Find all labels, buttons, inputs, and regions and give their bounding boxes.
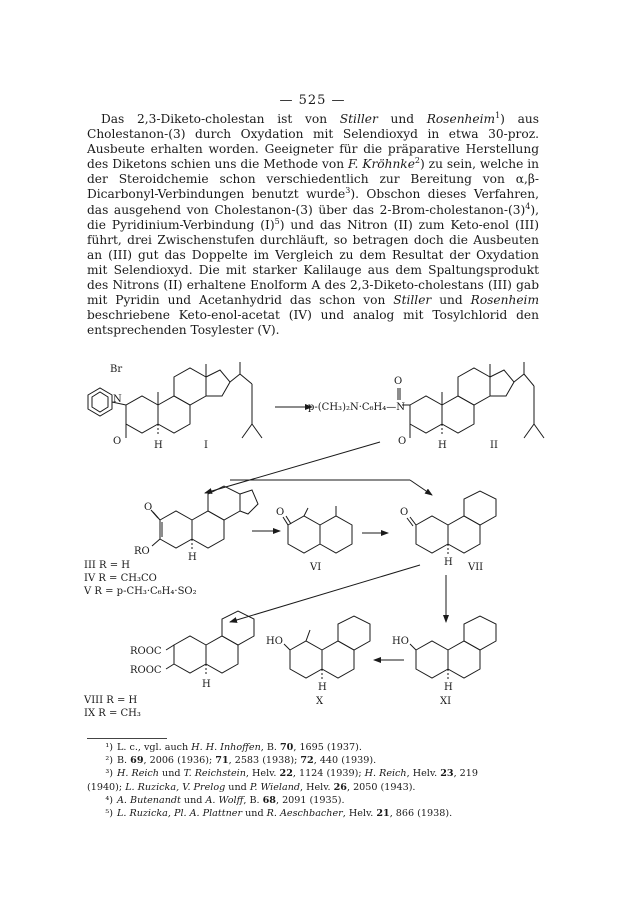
compound-label: VI (310, 562, 322, 573)
text-run: , Helv. (342, 808, 377, 820)
volume: 21 (376, 808, 390, 820)
footnote-number: ⁵) (105, 808, 113, 820)
footnote-ref: 4 (525, 201, 531, 211)
text-run: , 2583 (1938); (228, 755, 301, 767)
text-run: , 1695 (1937). (293, 742, 362, 753)
atom-label: O (394, 376, 403, 387)
reaction-arrow (410, 480, 432, 495)
atom-label: O (398, 436, 407, 447)
author-name: Rosenheim (470, 293, 540, 308)
footnote-number: ³) (105, 768, 113, 780)
text-run: und (180, 794, 206, 806)
atom-label: O (113, 436, 122, 447)
text-run: ) aus Cholestanon-(3) durch Oxydation mit Selendioxyd in etwa 30-proz. Ausbeute erhalten worden. Geeigneter für die präparative Herstellung des Diketons schien uns die Methode von (87, 112, 540, 172)
text-run: , B. (243, 794, 263, 806)
compound-XI-structure (410, 616, 496, 680)
text-run: und (225, 781, 250, 793)
atom-label: H (318, 682, 327, 693)
substituent-legend: VIII R = H (84, 695, 138, 706)
text-run: und (242, 808, 267, 820)
compound-VII-structure (407, 491, 496, 555)
footnote-number: ²) (105, 755, 113, 767)
author-name: A. Butenandt (117, 794, 181, 806)
text-run: , Helv. (245, 768, 280, 780)
text-run: ) und das Nitron (II) zum Keto-enol (III) führt, drei Zwischenstufen durchläuft, so betragen doch die Ausbeuten an (III) gut das Doppelte im Vergleich zu dem Resultat der Oxydation mit Selendioxyd. Die mit starker Kalilauge aus dem Spaltungsprodukt des Nitrons (II) erhaltene Enolform A des 2,3-Diketo-cholestans (III) gab mit Pyridin und Acetanhydrid das schon von (87, 217, 539, 308)
volume: 70 (280, 742, 294, 753)
text-run: , 1124 (1939); (292, 768, 365, 780)
author-name: H. Reich (117, 768, 159, 780)
footnote (87, 754, 539, 767)
paragraph-text (87, 112, 539, 338)
atom-label: HO (266, 636, 283, 647)
author-name: Stiller (393, 293, 432, 308)
author-name: H. Reich (364, 768, 407, 780)
footnote (87, 741, 539, 754)
author-name: R. Aeschbacher (266, 808, 343, 820)
volume: 23 (440, 768, 454, 780)
reaction-scheme-svg (80, 360, 550, 730)
page-number: — 525 — (279, 93, 346, 108)
atom-label: H (188, 552, 197, 563)
compound-VI-structure (283, 506, 352, 553)
footnote-ref: 5 (274, 216, 280, 226)
footnote-number: ¹) (105, 742, 113, 753)
substituent-legend: III R = H (84, 560, 131, 571)
compound-label: II (490, 440, 498, 451)
text-run: L. c., vgl. auch (117, 742, 192, 753)
text-run: und (377, 112, 427, 126)
atom-label: H (438, 440, 447, 451)
footnote-separator (87, 738, 167, 739)
text-run: ), die Pyridinium-Verbindung (I) (87, 202, 539, 232)
reaction-arrow (205, 442, 380, 493)
compound-VIII-structure (166, 611, 254, 676)
text-run: , 866 (1938). (389, 808, 453, 820)
footnote-continuation (87, 781, 539, 794)
compound-label: XI (440, 696, 452, 707)
text-run: und (159, 768, 184, 780)
author-name: A. Wolff (205, 794, 244, 806)
compound-label: VII (468, 562, 484, 573)
text-run: B. (117, 755, 131, 767)
atom-label: Br (110, 364, 123, 375)
text-run: , 2006 (1936); (143, 755, 216, 767)
compound-III-structure (151, 486, 258, 550)
text-run: , 2091 (1935). (275, 794, 345, 806)
author-name: L. Ruzicka, Pl. A. Plattner (117, 808, 243, 820)
compound-label: I (204, 440, 208, 451)
text-run: , Helv. (406, 768, 441, 780)
volume: 72 (300, 755, 314, 767)
footnote-number: ⁴) (105, 794, 113, 806)
footnote-ref: 1 (495, 110, 501, 120)
atom-label: ROOC (130, 646, 162, 657)
author-name: Stiller (339, 112, 378, 126)
atom-label: H (444, 682, 453, 693)
text-run: , Helv. (300, 781, 334, 793)
compound-label: X (316, 696, 324, 707)
text-run: , 219 (453, 768, 478, 780)
atom-label: O (144, 502, 153, 513)
volume: 69 (130, 755, 144, 767)
atom-label: O (276, 507, 285, 518)
reagent-label: p-(CH₃)₂N·C₆H₄—N (308, 402, 406, 413)
footnote (87, 794, 539, 807)
main-paragraph (87, 112, 539, 338)
text-run: , B. (260, 742, 280, 753)
atom-label: N (113, 394, 122, 405)
author-name: Rosenheim (426, 112, 496, 126)
author-name: P. Wieland (249, 781, 301, 793)
footnote-ref: 3 (345, 186, 351, 196)
text-run: beschriebene Keto-enol-acetat (IV) und analog mit Tosylchlorid den entsprechenden Tosylester (V). (87, 308, 539, 338)
author-name: L. Ruzicka, V. Prelog (125, 781, 226, 793)
volume: 71 (215, 755, 229, 767)
reaction-arrow (230, 565, 420, 622)
author-name: T. Reichstein (183, 768, 246, 780)
atom-label: H (444, 557, 453, 568)
volume: 68 (262, 794, 276, 806)
author-name: F. Kröhnke (347, 157, 415, 172)
reaction-scheme (80, 360, 550, 730)
atom-label: H (154, 440, 163, 451)
text-run: Das 2,3-Diketo-cholestan ist von (101, 112, 340, 126)
text-run: , 440 (1939). (313, 755, 377, 767)
atom-label: O (400, 507, 409, 518)
compound-II-structure (398, 362, 544, 438)
footnotes (87, 741, 539, 820)
volume: 22 (279, 768, 293, 780)
footnote-ref: 2 (414, 156, 420, 166)
text-run: ) zu sein, welche in der Steroidchemie schon verschiedentlich zur Bereitung von α,β-Dicarbonyl-Verbindungen benutzt wurde (87, 157, 539, 202)
substituent-legend: IV R = CH₃CO (84, 573, 157, 584)
volume: 26 (333, 781, 347, 793)
text-run: , 2050 (1943). (346, 781, 416, 793)
substituent-legend: IX R = CH₃ (84, 708, 141, 719)
substituent-legend: V R = p-CH₃·C₆H₄·SO₂ (84, 586, 197, 597)
footnote (87, 807, 539, 820)
atom-label: RO (134, 546, 150, 557)
text-run: (1940); (87, 781, 126, 793)
text-run: und (431, 293, 471, 308)
atom-label: ROOC (130, 665, 162, 676)
text-run: ). Obschon dieses Verfahren, das ausgehend von Cholestanon-(3) über das 2-Brom-cholestanon-(3) (87, 187, 539, 217)
compound-X-structure (284, 616, 370, 680)
author-name: H. H. Inhoffen (191, 742, 261, 753)
atom-label: HO (392, 636, 409, 647)
atom-label: H (202, 679, 211, 690)
footnote (87, 767, 539, 780)
